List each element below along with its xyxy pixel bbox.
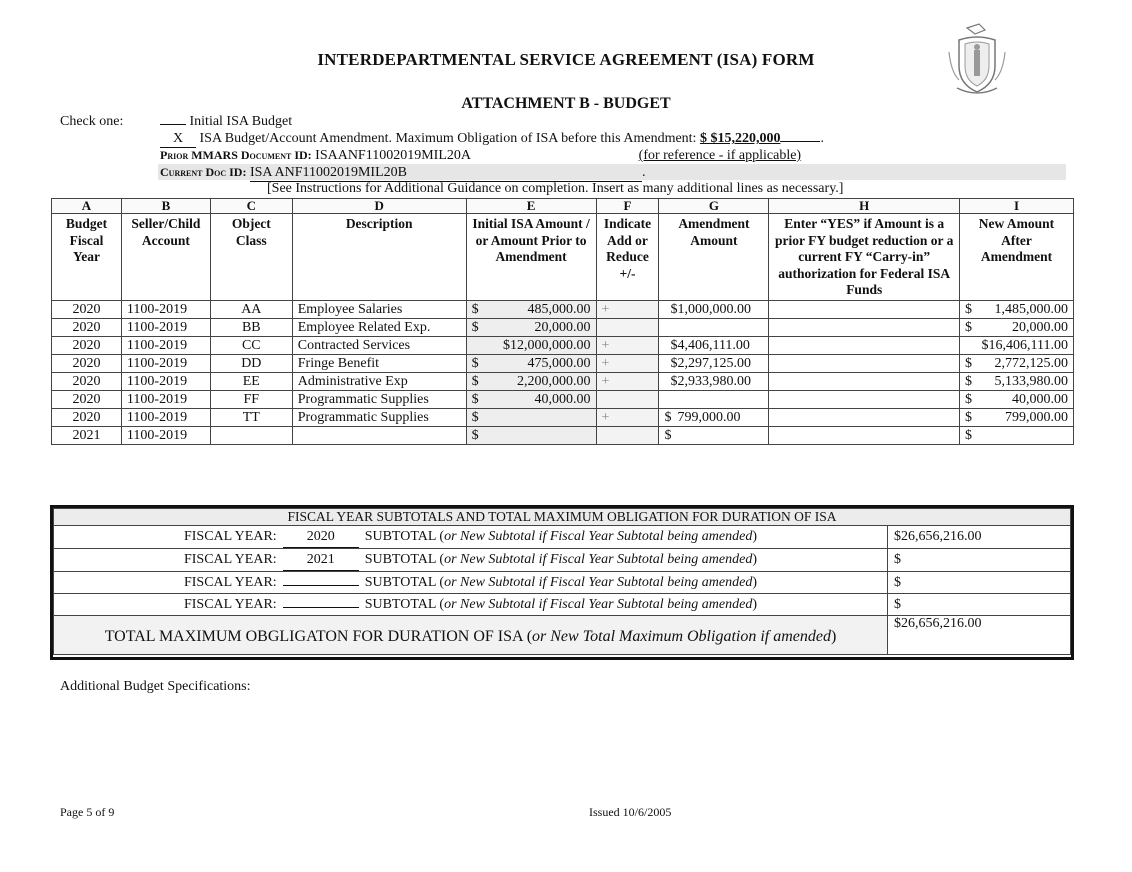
amendment-checkmark[interactable]: X (160, 131, 196, 148)
cell-fiscal-year[interactable]: 2020 (52, 337, 122, 355)
total-label-italic: or New Total Maximum Obligation if amended (532, 628, 831, 645)
subtotal-close: ) (752, 529, 758, 544)
column-letter: B (121, 199, 210, 214)
cell-amendment-amount[interactable] (659, 355, 769, 373)
fiscal-year-value[interactable]: 2020 (283, 526, 359, 548)
fiscal-year-subtotal-label (54, 572, 888, 594)
current-doc-line: Current Doc ID: ISA ANF11002019MIL20B . (160, 165, 646, 180)
cell-yes-carry-in[interactable] (769, 355, 960, 373)
cell-fiscal-year[interactable]: 2020 (52, 319, 122, 337)
total-obligation-label (54, 616, 888, 655)
cell-new-amount[interactable] (960, 337, 1074, 355)
cell-account[interactable]: 1100-2019 (121, 301, 210, 319)
currency-symbol: $ (471, 356, 479, 371)
currency-symbol: $ (664, 428, 672, 443)
currency-symbol: $ (471, 302, 479, 317)
total-obligation-amount[interactable]: $26,656,216.00 (888, 616, 1071, 655)
prior-doc-note: (for reference - if applicable) (638, 148, 802, 163)
fiscal-year-value[interactable] (283, 607, 359, 608)
issued-date: Issued 10/6/2005 (589, 805, 672, 819)
cell-description[interactable]: Programmatic Supplies (292, 409, 466, 427)
amendment-option[interactable]: X ISA Budget/Account Amendment. Maximum Obligation of ISA before this Amendment: $ $15,220,000 . (160, 131, 824, 148)
column-letter: C (210, 199, 292, 214)
totals-section (50, 505, 1074, 660)
cell-amendment-amount[interactable] (659, 301, 769, 319)
header-amendment-amount: Amendment Amount (659, 214, 769, 301)
cell-description[interactable]: Administrative Exp (292, 373, 466, 391)
cell-description[interactable]: Employee Salaries (292, 301, 466, 319)
header-description: Description (292, 214, 466, 301)
amount-value: 20,000.00 (534, 320, 591, 335)
cell-amendment-amount[interactable] (659, 427, 769, 445)
cell-add-reduce[interactable]: + (596, 355, 659, 373)
fiscal-year-subtotal-amount[interactable]: $26,656,216.00 (888, 526, 1071, 549)
column-letter: F (596, 199, 659, 214)
table-row (52, 319, 1074, 337)
subtotal-close: ) (752, 552, 758, 567)
subtotal-label: SUBTOTAL ( (364, 552, 445, 567)
total-label-text: TOTAL MAXIMUM OBGLIGATON FOR DURATION OF ISA ( (104, 628, 533, 645)
cell-new-amount[interactable] (960, 427, 1074, 445)
currency-symbol: $ (664, 410, 672, 425)
column-letter: D (292, 199, 466, 214)
amount-value: 40,000.00 (534, 392, 591, 407)
amount-value: 799,000.00 (1005, 410, 1068, 425)
amount-value: 485,000.00 (527, 302, 591, 317)
cell-yes-carry-in[interactable] (769, 337, 960, 355)
cell-description[interactable]: Programmatic Supplies (292, 391, 466, 409)
cell-yes-carry-in[interactable] (769, 427, 960, 445)
fiscal-year-subtotal-amount[interactable]: $ (888, 594, 1071, 616)
cell-account[interactable]: 1100-2019 (121, 391, 210, 409)
cell-add-reduce[interactable]: + (596, 337, 659, 355)
amount-value: 20,000.00 (1012, 320, 1068, 335)
cell-fiscal-year[interactable]: 2020 (52, 301, 122, 319)
cell-description[interactable] (292, 427, 466, 445)
cell-new-amount[interactable] (960, 391, 1074, 409)
amount-value: 5,133,980.00 (994, 374, 1068, 389)
amount-value: 40,000.00 (1012, 392, 1068, 407)
cell-yes-carry-in[interactable] (769, 409, 960, 427)
max-obligation-value: $ $15,220,000 (699, 131, 781, 146)
cell-yes-carry-in[interactable] (769, 373, 960, 391)
cell-object-class[interactable]: BB (210, 319, 292, 337)
cell-description[interactable]: Contracted Services (292, 337, 466, 355)
initial-budget-text: Initial ISA Budget (189, 114, 293, 129)
page-number: Page 5 of 9 (60, 805, 115, 819)
cell-object-class[interactable]: FF (210, 391, 292, 409)
currency-symbol: $ (965, 392, 972, 407)
current-doc-label: Current Doc ID: (160, 165, 247, 179)
check-one-label: Check one: (60, 114, 124, 129)
fiscal-year-row (54, 549, 1071, 572)
max-obligation-blank (780, 141, 820, 142)
subtotal-italic-note: or New Subtotal if Fiscal Year Subtotal being amended (444, 597, 753, 612)
cell-new-amount[interactable] (960, 319, 1074, 337)
fiscal-year-label: FISCAL YEAR: (183, 529, 277, 544)
subtotal-italic-note: or New Subtotal if Fiscal Year Subtotal being amended (444, 529, 753, 544)
currency-symbol: $ (965, 374, 972, 389)
cell-description[interactable]: Fringe Benefit (292, 355, 466, 373)
cell-new-amount[interactable] (960, 355, 1074, 373)
header-new-amount: New Amount After Amendment (960, 214, 1074, 301)
cell-amendment-amount[interactable] (659, 337, 769, 355)
total-obligation-row (54, 616, 1071, 655)
cell-account[interactable]: 1100-2019 (121, 337, 210, 355)
cell-fiscal-year[interactable]: 2020 (52, 355, 122, 373)
current-doc-value[interactable]: ISA ANF11002019MIL20B (250, 165, 642, 182)
subtotal-label: SUBTOTAL ( (364, 529, 445, 544)
subtotal-label: SUBTOTAL ( (364, 597, 445, 612)
prior-doc-label: Prior MMARS Document ID: (160, 148, 312, 162)
amount-value: 799,000.00 (677, 410, 741, 425)
cell-add-reduce[interactable] (596, 427, 659, 445)
instructions-note: [See Instructions for Additional Guidance on completion. Insert as many additional lines as necessary.] (267, 181, 844, 196)
additional-specs-label: Additional Budget Specifications: (60, 679, 251, 694)
cell-initial-amount[interactable] (466, 319, 596, 337)
table-row (52, 301, 1074, 319)
cell-fiscal-year[interactable]: 2021 (52, 427, 122, 445)
form-title: INTERDEPARTMENTAL SERVICE AGREEMENT (ISA) FORM (317, 50, 815, 69)
currency-symbol: $ (471, 320, 479, 335)
state-seal-icon (945, 22, 1009, 98)
column-letter: G (659, 199, 769, 214)
cell-account[interactable]: 1100-2019 (121, 409, 210, 427)
header-add-reduce: Indicate Add or Reduce +/- (596, 214, 659, 301)
cell-new-amount[interactable] (960, 409, 1074, 427)
fiscal-year-subtotal-label (54, 526, 888, 549)
subtotal-close: ) (752, 575, 758, 590)
fiscal-year-label: FISCAL YEAR: (183, 575, 277, 590)
table-row (52, 373, 1074, 391)
cell-object-class[interactable]: AA (210, 301, 292, 319)
cell-object-class[interactable]: EE (210, 373, 292, 391)
column-letter: E (466, 199, 596, 214)
currency-symbol: $ (965, 320, 972, 335)
cell-object-class[interactable]: CC (210, 337, 292, 355)
cell-amendment-amount[interactable] (659, 391, 769, 409)
budget-rows (52, 301, 1074, 445)
table-row (52, 427, 1074, 445)
fiscal-year-subtotal-label (54, 549, 888, 572)
amount-value: 2,200,000.00 (517, 374, 591, 389)
currency-symbol: $ (965, 356, 972, 371)
cell-initial-amount[interactable] (466, 301, 596, 319)
amount-value: $12,000,000.00 (503, 338, 591, 353)
cell-initial-amount[interactable] (466, 337, 596, 355)
amount-value: 2,772,125.00 (994, 356, 1068, 371)
cell-initial-amount[interactable] (466, 409, 596, 427)
cell-add-reduce[interactable] (596, 391, 659, 409)
cell-fiscal-year[interactable]: 2020 (52, 373, 122, 391)
subtotal-italic-note: or New Subtotal if Fiscal Year Subtotal being amended (444, 575, 753, 590)
fiscal-year-subtotal-label (54, 594, 888, 616)
header-yes-carry-in: Enter “YES” if Amount is a prior FY budget reduction or a current FY “Carry-in” authorization for Federal ISA Funds (769, 214, 960, 301)
prior-doc-value[interactable]: ISAANF11002019MIL20A (315, 148, 635, 165)
currency-symbol: $ (471, 410, 479, 425)
currency-symbol: $ (471, 428, 479, 443)
amount-value: $16,406,111.00 (981, 338, 1068, 353)
initial-budget-checkmark[interactable] (160, 124, 186, 125)
fiscal-year-row (54, 594, 1071, 616)
cell-account[interactable]: 1100-2019 (121, 373, 210, 391)
currency-symbol: $ (965, 410, 972, 425)
cell-new-amount[interactable] (960, 301, 1074, 319)
cell-add-reduce[interactable]: + (596, 373, 659, 391)
cell-account[interactable]: 1100-2019 (121, 319, 210, 337)
header-seller-child-account: Seller/Child Account (121, 214, 210, 301)
cell-fiscal-year[interactable]: 2020 (52, 391, 122, 409)
amount-value: $4,406,111.00 (670, 338, 750, 353)
cell-fiscal-year[interactable]: 2020 (52, 409, 122, 427)
table-row (52, 391, 1074, 409)
amount-value: $1,000,000.00 (670, 302, 751, 317)
cell-new-amount[interactable] (960, 373, 1074, 391)
column-header-row (52, 214, 1074, 301)
subtotal-italic-note: or New Subtotal if Fiscal Year Subtotal being amended (444, 552, 753, 567)
currency-symbol: $ (965, 428, 972, 443)
cell-initial-amount[interactable] (466, 427, 596, 445)
currency-symbol: $ (471, 392, 479, 407)
cell-initial-amount[interactable] (466, 355, 596, 373)
cell-amendment-amount[interactable] (659, 373, 769, 391)
budget-table (51, 198, 1074, 445)
subtotal-label: SUBTOTAL ( (364, 575, 445, 590)
column-letter: H (769, 199, 960, 214)
amount-value: $2,933,980.00 (670, 374, 751, 389)
table-row (52, 337, 1074, 355)
cell-add-reduce[interactable]: + (596, 409, 659, 427)
cell-yes-carry-in[interactable] (769, 319, 960, 337)
table-row (52, 409, 1074, 427)
column-letter-row (52, 199, 1074, 214)
header-initial-amount: Initial ISA Amount / or Amount Prior to Amendment (466, 214, 596, 301)
cell-object-class[interactable] (210, 427, 292, 445)
amount-value: $2,297,125.00 (670, 356, 751, 371)
fiscal-year-subtotal-amount[interactable]: $ (888, 572, 1071, 594)
prior-doc-line (160, 148, 801, 165)
attachment-title: ATTACHMENT B - BUDGET (461, 95, 671, 112)
cell-account[interactable]: 1100-2019 (121, 355, 210, 373)
fiscal-year-row (54, 526, 1071, 549)
amendment-text: ISA Budget/Account Amendment. Maximum Obligation of ISA before this Amendment: (199, 131, 697, 146)
cell-initial-amount[interactable] (466, 373, 596, 391)
cell-add-reduce[interactable] (596, 319, 659, 337)
header-budget-fiscal-year: Budget Fiscal Year (52, 214, 122, 301)
cell-initial-amount[interactable] (466, 391, 596, 409)
fiscal-year-row (54, 572, 1071, 594)
currency-symbol: $ (965, 302, 972, 317)
amount-value: 1,485,000.00 (994, 302, 1068, 317)
subtotal-close: ) (752, 597, 758, 612)
cell-yes-carry-in[interactable] (769, 301, 960, 319)
cell-account[interactable]: 1100-2019 (121, 427, 210, 445)
fiscal-year-value[interactable] (283, 585, 359, 586)
header-object-class: Object Class (210, 214, 292, 301)
cell-yes-carry-in[interactable] (769, 391, 960, 409)
fiscal-year-label: FISCAL YEAR: (183, 597, 277, 612)
currency-symbol: $ (471, 374, 479, 389)
table-row (52, 355, 1074, 373)
cell-amendment-amount[interactable] (659, 409, 769, 427)
amount-value: 475,000.00 (527, 356, 591, 371)
cell-object-class[interactable]: TT (210, 409, 292, 427)
totals-heading: FISCAL YEAR SUBTOTALS AND TOTAL MAXIMUM OBLIGATION FOR DURATION OF ISA (54, 509, 1071, 526)
fiscal-year-value[interactable]: 2021 (283, 549, 359, 571)
cell-object-class[interactable]: DD (210, 355, 292, 373)
cell-amendment-amount[interactable] (659, 319, 769, 337)
cell-description[interactable]: Employee Related Exp. (292, 319, 466, 337)
fiscal-year-subtotals (54, 526, 1071, 616)
column-letter: I (960, 199, 1074, 214)
cell-add-reduce[interactable]: + (596, 301, 659, 319)
initial-budget-option[interactable] (160, 114, 292, 130)
total-label-close: ) (830, 628, 837, 645)
fiscal-year-subtotal-amount[interactable]: $ (888, 549, 1071, 572)
column-letter: A (52, 199, 122, 214)
fiscal-year-label: FISCAL YEAR: (183, 552, 277, 567)
